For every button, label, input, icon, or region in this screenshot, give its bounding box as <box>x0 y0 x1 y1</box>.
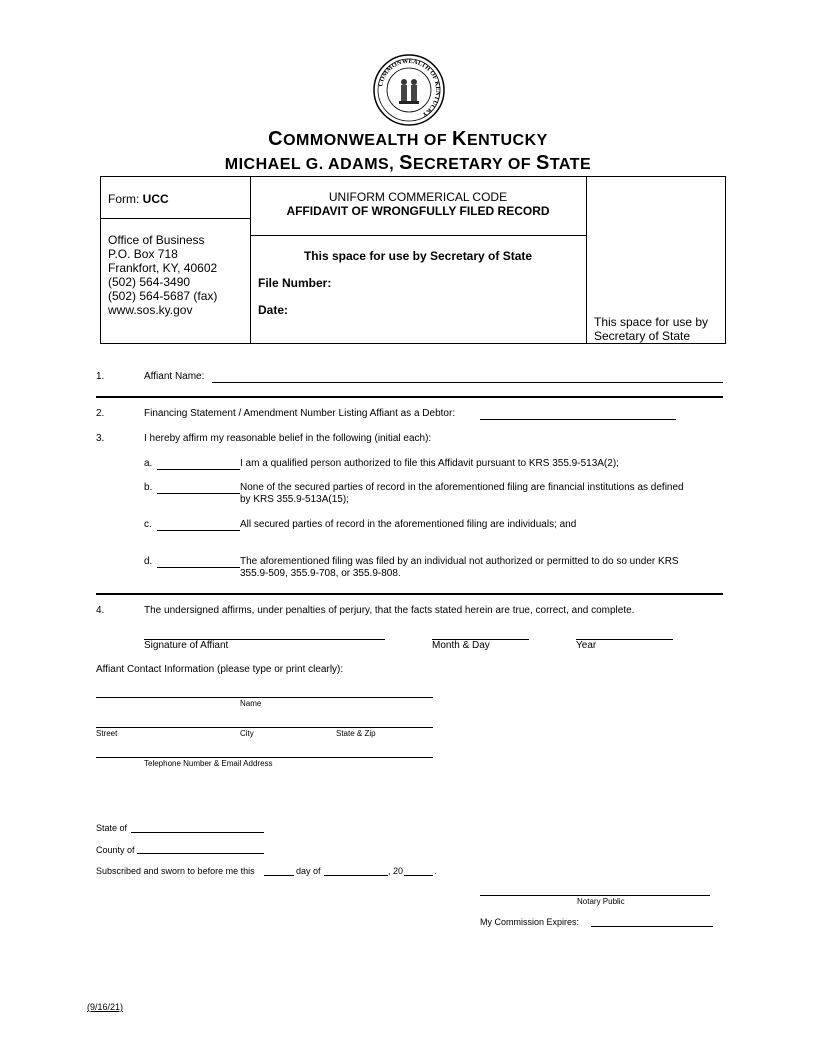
subscribed-label-b: day of <box>296 866 321 876</box>
name-field[interactable] <box>96 697 433 698</box>
initial-c-field[interactable] <box>157 530 240 531</box>
street-label: Street <box>96 729 118 738</box>
item-b-text: None of the secured parties of record in the aforementioned filing are financial institutions as defined by KRS 355.9-513A(15); <box>240 482 684 505</box>
form-subtitle: AFFIDAVIT OF WRONGFULLY FILED RECORD <box>286 204 550 218</box>
sos-space-right: This space for use by Secretary of State <box>594 315 709 343</box>
item-4-number: 4. <box>96 605 105 616</box>
subscribed-label-c: , 20 <box>388 866 404 876</box>
initial-b-field[interactable] <box>157 493 240 494</box>
city-label: City <box>240 729 254 738</box>
file-number-label: File Number: <box>258 276 332 290</box>
year-suffix-field[interactable] <box>404 875 433 876</box>
form-title: UNIFORM COMMERICAL CODE <box>328 190 508 204</box>
sos-space-label: This space for use by Secretary of State <box>303 249 533 263</box>
perjury-statement: The undersigned affirms, under penalties of perjury, that the facts stated herein are true, correct, and complete. <box>144 605 635 616</box>
state-of-field[interactable] <box>131 832 264 833</box>
phone-email-label: Telephone Number & Email Address <box>144 759 273 768</box>
item-2-number: 2. <box>96 408 105 419</box>
signature-label: Signature of Affiant <box>144 640 229 651</box>
contact-heading: Affiant Contact Information (please type or print clearly): <box>96 664 344 675</box>
notary-public-label: Notary Public <box>577 897 625 906</box>
page-subtitle: MICHAEL G. ADAMS, SECRETARY OF STATE <box>224 152 592 174</box>
item-d-text: The aforementioned filing was filed by an individual not authorized or permitted to do so under KRS 355.9-509, 355.9-708, or 355.9-808. <box>240 556 679 579</box>
county-of-label: County of <box>96 845 135 855</box>
year-label: Year <box>576 640 597 651</box>
item-d-label: d. <box>144 556 153 567</box>
commission-expires-field[interactable] <box>591 926 713 927</box>
name-label: Name <box>240 699 262 708</box>
item-1-number: 1. <box>96 371 105 382</box>
month-field[interactable] <box>324 875 388 876</box>
seal-text: COMMONWEALTH OF KENTUCKY <box>377 57 442 119</box>
office-address: Office of Business P.O. Box 718 Frankfort, KY, 40602 (502) 564-3490 (502) 564-5687 (fax) www.sos.ky.gov <box>108 233 218 317</box>
county-of-field[interactable] <box>137 853 264 854</box>
commission-expires-label: My Commission Expires: <box>480 917 580 927</box>
initial-a-field[interactable] <box>157 469 240 470</box>
month-day-label: Month & Day <box>432 640 490 651</box>
financing-statement-label: Financing Statement / Amendment Number Listing Affiant as a Debtor: <box>144 408 456 419</box>
state-of-label: State of <box>96 823 128 833</box>
item-3-number: 3. <box>96 433 105 444</box>
day-field[interactable] <box>264 875 294 876</box>
kentucky-seal <box>373 54 445 126</box>
divider <box>96 593 723 595</box>
date-label: Date: <box>258 303 289 317</box>
item-a-label: a. <box>144 458 153 469</box>
item-b-label: b. <box>144 482 153 493</box>
item-c-text: All secured parties of record in the aforementioned filing are individuals; and <box>240 519 577 530</box>
page-title: COMMONWEALTH OF KENTUCKY <box>268 128 548 150</box>
form-type: Form: UCC <box>108 192 169 206</box>
form-header-table <box>100 176 726 344</box>
subscribed-label-d: . <box>434 866 437 876</box>
item-c-label: c. <box>144 519 152 530</box>
subscribed-label-a: Subscribed and sworn to before me this <box>96 866 255 876</box>
affirm-label: I hereby affirm my reasonable belief in the following (initial each): <box>144 433 432 444</box>
address-field[interactable] <box>96 727 433 728</box>
state-zip-label: State & Zip <box>336 729 376 738</box>
affiant-name-label: Affiant Name: <box>144 371 205 382</box>
divider <box>96 396 723 398</box>
financing-statement-field[interactable] <box>480 419 676 420</box>
affiant-name-field[interactable] <box>212 382 723 383</box>
item-a-text: I am a qualified person authorized to file this Affidavit pursuant to KRS 355.9-513A(2); <box>240 458 619 469</box>
revision-date: (9/16/21) <box>87 1002 124 1012</box>
initial-d-field[interactable] <box>157 567 240 568</box>
